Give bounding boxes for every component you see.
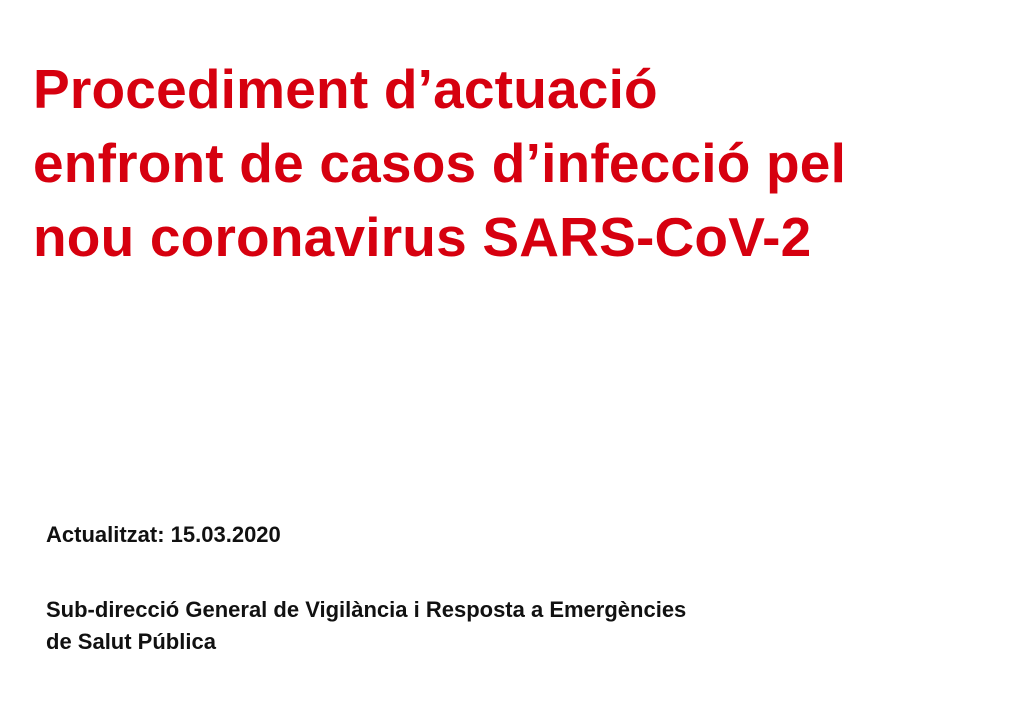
organization-line-2: de Salut Pública [46, 629, 216, 654]
title-line-1: Procediment d’actuació [33, 58, 658, 120]
title-line-2: enfront de casos d’infecció pel [33, 132, 847, 194]
organization-name [46, 594, 686, 658]
organization-line-1: Sub-direcció General de Vigilància i Resposta a Emergències [46, 597, 687, 622]
document-title [33, 52, 1013, 274]
title-line-3: nou coronavirus SARS-CoV-2 [33, 206, 812, 268]
updated-date: Actualitzat: 15.03.2020 [46, 522, 281, 547]
